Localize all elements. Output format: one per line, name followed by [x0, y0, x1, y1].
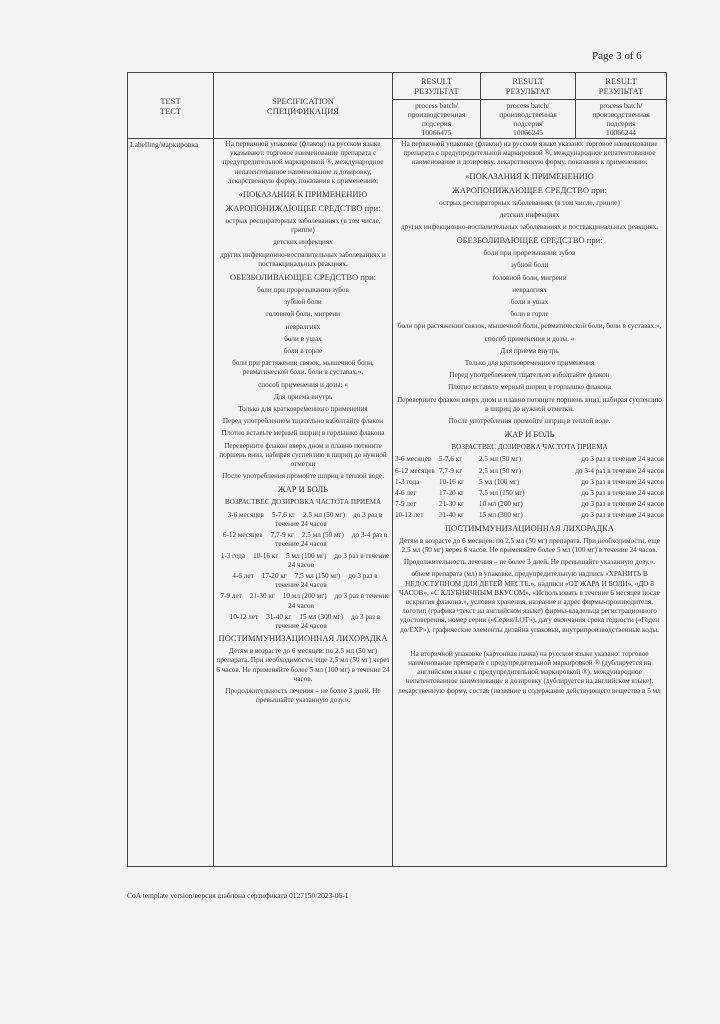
dosing-dose: 15 мл (300 мг) [299, 612, 343, 621]
paragraph: Только для кратковременного применения [238, 405, 368, 414]
dosing-row [216, 552, 390, 570]
dosing-dose: 10 мл (200 мг) [282, 592, 327, 601]
dosing-dose: 7,5 мл (150 мг) [479, 489, 525, 498]
paragraph: острых респираторных заболеваниях (в том числе, гриппе) [225, 217, 381, 235]
paragraph: «ПОКАЗАНИЯ К ПРИМЕНЕНИЮ [465, 170, 594, 181]
paragraph: ВОЗРАСТВЕС ДОЗИРОВКА ЧАСТОТА ПРИЕМА [451, 443, 608, 452]
paragraph: ПОСТИММУНИЗАЦИОННАЯ ЛИХОРАДКА [445, 522, 614, 533]
dosing-weight: 31-40 кг [439, 511, 465, 520]
paragraph: зубной боли [284, 298, 322, 307]
dosing-row [395, 467, 664, 476]
dosing-weight: 10-16 кг [439, 477, 465, 486]
paragraph: других инфекционно-воспалительных заболеваниях и поствакцинальных реакциях. [400, 223, 659, 232]
batch-1: process batch/ производственная подсерия 10066475 [393, 100, 481, 139]
dosing-dose: 5 мл (100 мг) [286, 551, 327, 560]
paragraph: боли в горле [510, 310, 549, 319]
paragraph: головной боли, мигрени [266, 310, 340, 319]
dosing-row [395, 478, 664, 487]
dosing-freq: до 3 раз в течение 24 часов [581, 477, 664, 486]
dosing-row [395, 455, 664, 464]
paragraph: боли в ушах [284, 334, 322, 343]
dosing-row [395, 500, 664, 509]
paragraph: невралгиях [512, 285, 547, 294]
paragraph: объем препарата (мл) в упаковке, предупредительную надпись «ХРАНИТЬ В НЕДОСТУПНОМ ДЛЯ ДЕТЕЙ МЕСТЕ.», надписи «ОТ ЖАРА И БОЛИ», «ДО 8 ЧАСОВ», «С КЛУБНИЧНЫМ ВКУСОМ», «Использовать в течение 6 месяцев после вскрытия флакона.», условия хранения, название и адрес фирмы-производителя, логотип (графика+текст на английском языке) фирмы-владельца регистрационного удостоверения, номер серии («Серия/LOT»), дату окончания срока годности («Годен до/EXP»), графические элементы дизайна упаковки, внутрипроизводственные коды. [399, 570, 660, 634]
dosing-weight: 7,7-9 кг [439, 466, 463, 475]
paragraph: боли в ушах [510, 298, 549, 307]
dosing-freq: до 3 раз в течение 24 часов [581, 455, 664, 464]
dosing-row [216, 572, 390, 590]
dosing-row [216, 592, 390, 610]
paragraph: боли при прорезывании зубов [483, 249, 576, 258]
template-version-footer: CoA template version/версия шаблона сертификата 0127150/2023-06-1 [127, 891, 349, 900]
batch-2: process batch/ производственная подсерия 10066245 [481, 100, 576, 139]
paragraph: боли в горле [283, 347, 323, 356]
dosing-dose: 2,5 мл (50 мг) [479, 466, 521, 475]
paragraph: Плотно вставьте мерный шприц в горлышко флакона [221, 429, 385, 438]
batch-3: process batch/ производственная подсерия 10066244 [576, 100, 667, 139]
dosing-freq: до 3-4 раз в течение 24 часов [275, 531, 388, 549]
dosing-age: 6-12 месяцев [222, 531, 263, 540]
paragraph: На первичной упаковке (флакон) на русском языке указано: торговое наименование препарата с предупредительной маркировкой ®, международное непатентованное наименование и дозировку, лекарственную форму, показания к применению: [401, 140, 658, 167]
dosing-age: 3-6 месяцев [227, 510, 264, 519]
dosing-row [395, 511, 664, 520]
dosing-freq: до 3 раз в течение 24 часов [288, 551, 390, 569]
paragraph: детских инфекциях [273, 238, 333, 247]
paragraph: Детям в возрасте до 6 месяцев: по 2,5 мл (50 мг) препарата. При необходимости, еще 2,5 мл (50 мг) через 6 часов. Не применяйте более 5 мл (100 мг) в течение 24 часов. [399, 536, 660, 554]
paragraph: ЖАР И БОЛЬ [277, 484, 329, 495]
paragraph: ВОЗРАСТВЕС ДОЗИРОВКА ЧАСТОТА ПРИЕМА [224, 498, 382, 507]
paragraph: других инфекционно-воспалительных заболеваниях и поствакцинальных реакциях. [220, 250, 386, 268]
paragraph: На вторичной упаковке (картонная пачка) на русском языке указано: торговое наименование препарата с предупредительной маркировкой ® (дублируется на английском языке с предупредительной маркировкой ®), международное непатентованное наименование и дозировку (дублируется на английском языке), лекарственную форму, состав (название и содержание действующего вещества в 5 мл [398, 649, 661, 695]
paragraph: способ применения и дозы: « [258, 380, 348, 389]
dosing-weight: 5-7,6 кг [271, 510, 296, 519]
dosing-dose: 2,5 мл (50 мг) [301, 531, 344, 540]
dosing-weight: 21-30 кг [439, 500, 465, 509]
dosing-row [395, 489, 664, 498]
paragraph: Для приема внутрь [500, 346, 559, 355]
dosing-age: 4-6 лет [395, 489, 417, 498]
paragraph: Детям в возрасте до 6 месяцев: по 2,5 мл (50 мг) препарата. При необходимости, еще 2,5 мл (50 мг) через 6 часов. Не применяйте более 5 мл (100 мг) в течение 24 часов. [216, 647, 390, 683]
result-text [393, 139, 667, 867]
paragraph: ЖАРОПОНИЖАЮЩЕЕ СРЕДСТВО при: [452, 184, 607, 195]
page-number: Page 3 of 6 [592, 50, 642, 62]
paragraph: После употребления промойте шприц в теплой воде. [222, 472, 384, 481]
dosing-weight: 21-30 кг [249, 592, 275, 601]
paragraph: ЖАРОПОНИЖАЮЩЕЕ СРЕДСТВО при: [225, 203, 381, 214]
dosing-age: 4-6 лет [232, 571, 254, 580]
dosing-dose: 2,5 мл (50 мг) [479, 455, 521, 464]
paragraph: Для приема внутрь [273, 392, 333, 401]
dosing-age: 1-3 года [220, 551, 246, 560]
paragraph: Переверните флакон вверх дном и плавно потяните поршень вниз, набирая суспензию в шприц до нужной отметки [219, 441, 387, 469]
paragraph: ЖАР И БОЛЬ [504, 429, 555, 440]
paragraph: Продолжительность лечения – не более 3 дней. Не превышайте указанную дозу.». [403, 558, 656, 567]
dosing-age: 10-12 лет [229, 612, 259, 621]
paragraph: Перед употреблением тщательно взболтайте флакон [449, 371, 610, 380]
dosing-dose: 10 мл (200 мг) [479, 500, 523, 509]
dosing-row [216, 531, 390, 549]
dosing-dose: 5 мл (100 мг) [479, 477, 520, 486]
paragraph: способ применения и дозы. « [484, 334, 575, 343]
dosing-age: 6-12 месяцев [395, 466, 435, 475]
paragraph: Продолжительность лечения – не более 3 дней. Не превышайте указанную дозу.». [225, 686, 381, 705]
header-result-1: RESULT РЕЗУЛЬТАТ [393, 73, 481, 100]
dosing-age: 10-12 лет [395, 511, 424, 520]
dosing-age: 3-6 месяцев [395, 455, 432, 464]
dosing-freq: до 3 раз в течение 24 часов [581, 500, 664, 509]
dosing-freq: до 3 раз в течение 24 часов [581, 511, 664, 520]
paragraph: ОБЕЗБОЛИВАЮЩЕЕ СРЕДСТВО при: [230, 272, 376, 283]
dosing-dose: 7,5 мл (150 мг) [294, 571, 341, 580]
paragraph: На первичной упаковке (флакон) на русском языке указывают: торговое наименование препарата с предупредительной маркировкой ®, международное непатентованное наименование и дозировку, лекарственную форму, показания к применению: [222, 140, 384, 185]
dosing-dose: 2,5 мл (50 мг) [303, 510, 346, 519]
paragraph: «ПОКАЗАНИЯ К ПРИМЕНЕНИЮ [238, 189, 368, 200]
header-test: TEST ТЕСТ [128, 73, 214, 139]
dosing-freq: до 3-4 раз в течение 24 часов [575, 466, 664, 475]
specification-text [214, 139, 393, 867]
dosing-weight: 10-16 кг [253, 551, 279, 560]
paragraph: После употребления промойте шприц в теплой воде. [448, 417, 611, 426]
header-result-3: RESULT РЕЗУЛЬТАТ [576, 73, 667, 100]
dosing-weight: 17-20 кг [439, 489, 465, 498]
paragraph: острых респираторных заболеваниях (в том числе, гриппе) [439, 198, 620, 207]
paragraph: боли при растяжении связок, мышечной боли, ревматической боли, боли в суставах.», [397, 322, 662, 331]
paragraph: зубной боли [510, 261, 549, 270]
paragraph: ОБЕЗБОЛИВАЮЩЕЕ СРЕДСТВО при: [456, 235, 603, 246]
dosing-weight: 7,7-9 кг [270, 531, 294, 540]
dosing-age: 7-9 лет [220, 592, 242, 601]
dosing-freq: до 3 раз в течение 24 часов [581, 489, 664, 498]
dosing-freq: до 3 раз в течение 24 часов [275, 571, 378, 590]
header-result-2: RESULT РЕЗУЛЬТАТ [481, 73, 576, 100]
dosing-age: 1-3 года [395, 477, 420, 486]
coa-table [127, 72, 667, 867]
dosing-row [216, 613, 390, 631]
dosing-freq: до 3 раз в течение 24 часов [275, 612, 381, 630]
paragraph: Перед употреблением тщательно взболтайте флакон [222, 417, 384, 426]
paragraph: боли при прорезывании зубов [257, 286, 349, 295]
dosing-weight: 5-7,6 кг [439, 455, 463, 464]
test-name: Labelling/маркировка [128, 139, 214, 867]
dosing-weight: 17-20 кг [261, 571, 287, 580]
dosing-dose: 15 мл (300 мг) [479, 511, 523, 520]
paragraph: головной боли, мигрени [492, 273, 567, 282]
paragraph: детских инфекциях [499, 210, 560, 219]
dosing-age: 7-9 лет [395, 500, 417, 509]
dosing-row [216, 511, 390, 529]
dosing-freq: до 3 раз в течение 24 часов [288, 592, 390, 610]
paragraph: Переверните флакон вверх дном и плавно потяните поршень вниз, набирая суспензию в шприц до нужной отметки. [397, 395, 662, 413]
paragraph: Только для кратковременного применения [464, 359, 595, 368]
paragraph: боли при растяжении связок, мышечной боли, ревматической боли, боли в суставах.», [232, 359, 374, 377]
paragraph: невралгиях [285, 322, 321, 331]
paragraph: Плотно вставьте мерный шприц в горлышко флакона [448, 383, 611, 392]
dosing-freq: до 3 раз в течение 24 часов [275, 510, 383, 528]
dosing-weight: 31-40 кг [266, 612, 292, 621]
header-specification: SPECIFICATION СПЕЦИФИКАЦИЯ [214, 73, 393, 139]
paragraph: ПОСТИММУНИЗАЦИОННАЯ ЛИХОРАДКА [218, 633, 388, 644]
